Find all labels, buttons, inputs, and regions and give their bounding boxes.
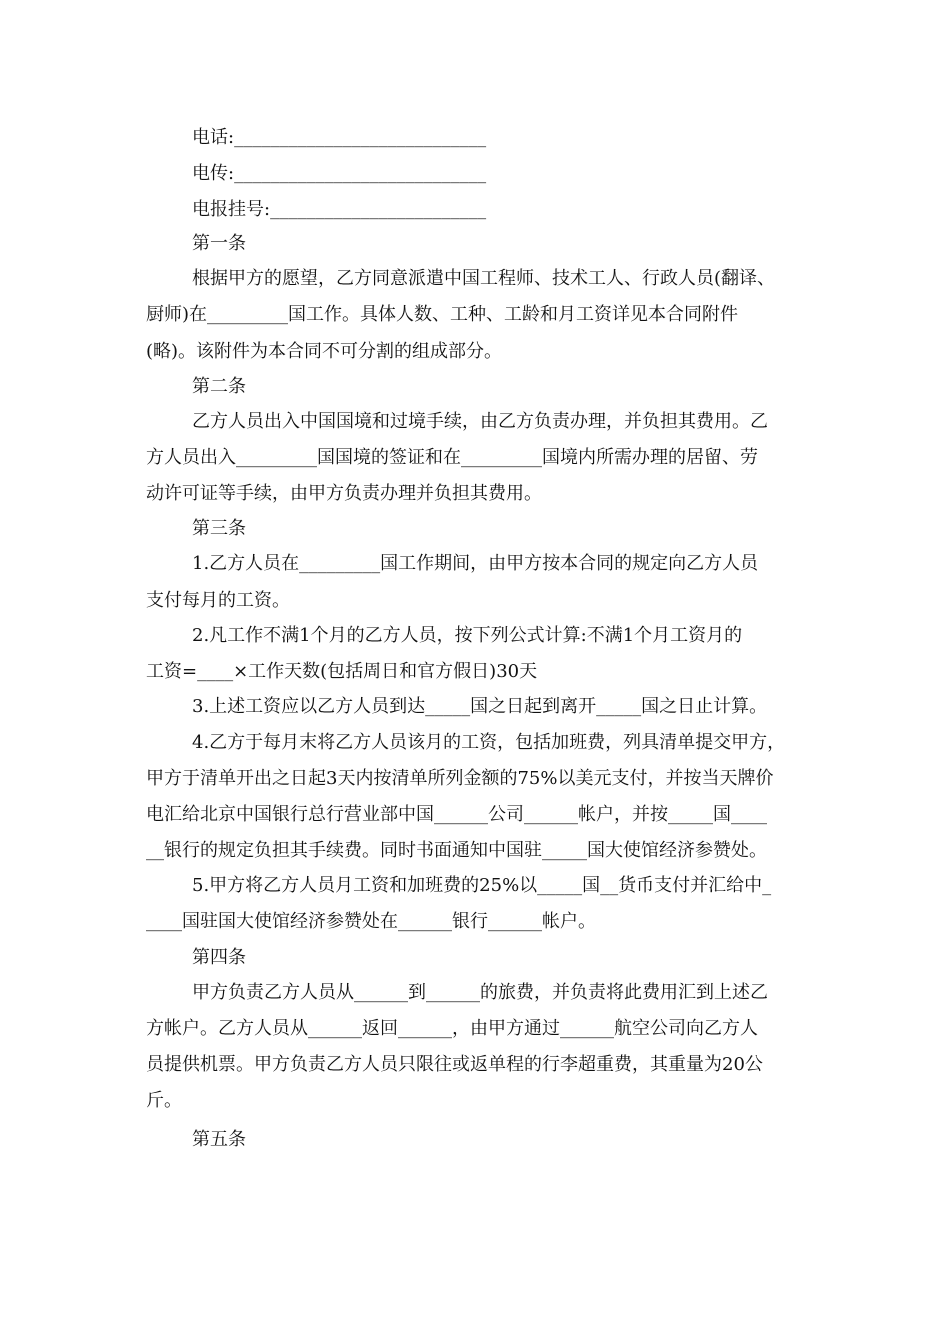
paragraph-line: ____国驻国大使馆经济参赞处在______银行______帐户。 [146,911,596,932]
paragraph-line: 乙方人员出入中国国境和过境手续，由乙方负责办理，并负担其费用。乙 [192,411,768,432]
paragraph-line: 5.甲方将乙方人员月工资和加班费的25%以_____国__货币支付并汇给中_ [192,875,772,896]
article-heading: 第一条 [192,233,246,254]
paragraph-line: 电汇给北京中国银行总行营业部中国______公司______帐户，并按_____国____ [146,804,767,825]
paragraph-line: 方帐户。乙方人员从______返回______，由甲方通过______航空公司向乙方人 [146,1018,758,1039]
paragraph-line: 1.乙方人员在_________国工作期间，由甲方按本合同的规定向乙方人员 [192,553,759,574]
paragraph-line: 2.凡工作不满1个月的乙方人员，按下列公式计算:不满1个月工资月的 [192,625,743,646]
paragraph-line: 员提供机票。甲方负责乙方人员只限往或返单程的行李超重费，其重量为20公 [146,1054,763,1075]
paragraph-line: 方人员出入_________国国境的签证和在_________国境内所需办理的居留、劳 [146,447,758,468]
article-heading: 第五条 [192,1129,246,1150]
article-heading: 第三条 [192,518,246,539]
paragraph-line: 3.上述工资应以乙方人员到达_____国之日起到离开_____国之日止计算。 [192,696,768,717]
article-heading: 第二条 [192,376,246,397]
paragraph-line: 甲方负责乙方人员从______到______的旅费，并负责将此费用汇到上述乙 [192,982,768,1003]
paragraph-line: 斤。 [146,1090,182,1111]
fax-field: 电传:____________________________ [192,163,487,184]
article-heading: 第四条 [192,947,246,968]
paragraph-line: 根据甲方的愿望，乙方同意派遣中国工程师、技术工人、行政人员(翻译、 [192,268,776,289]
paragraph-line: 工资=____×工作天数(包括周日和官方假日)30天 [146,661,538,682]
paragraph-line: 动许可证等手续，由甲方负责办理并负担其费用。 [146,483,542,504]
paragraph-line: 支付每月的工资。 [146,590,290,611]
phone-field: 电话:____________________________ [192,127,487,148]
paragraph-line: 甲方于清单开出之日起3天内按清单所列金额的75%以美元支付，并按当天牌价 [146,768,774,789]
paragraph-line: (略)。该附件为本合同不可分割的组成部分。 [146,341,503,362]
paragraph-line: 厨师)在_________国工作。具体人数、工种、工龄和月工资详见本合同附件 [146,304,739,325]
telegram-field: 电报挂号:________________________ [192,199,487,220]
paragraph-line: __银行的规定负担其手续费。同时书面通知中国驻_____国大使馆经济参赞处。 [146,840,767,861]
paragraph-line: 4.乙方于每月末将乙方人员该月的工资，包括加班费，列具清单提交甲方， [192,732,786,753]
